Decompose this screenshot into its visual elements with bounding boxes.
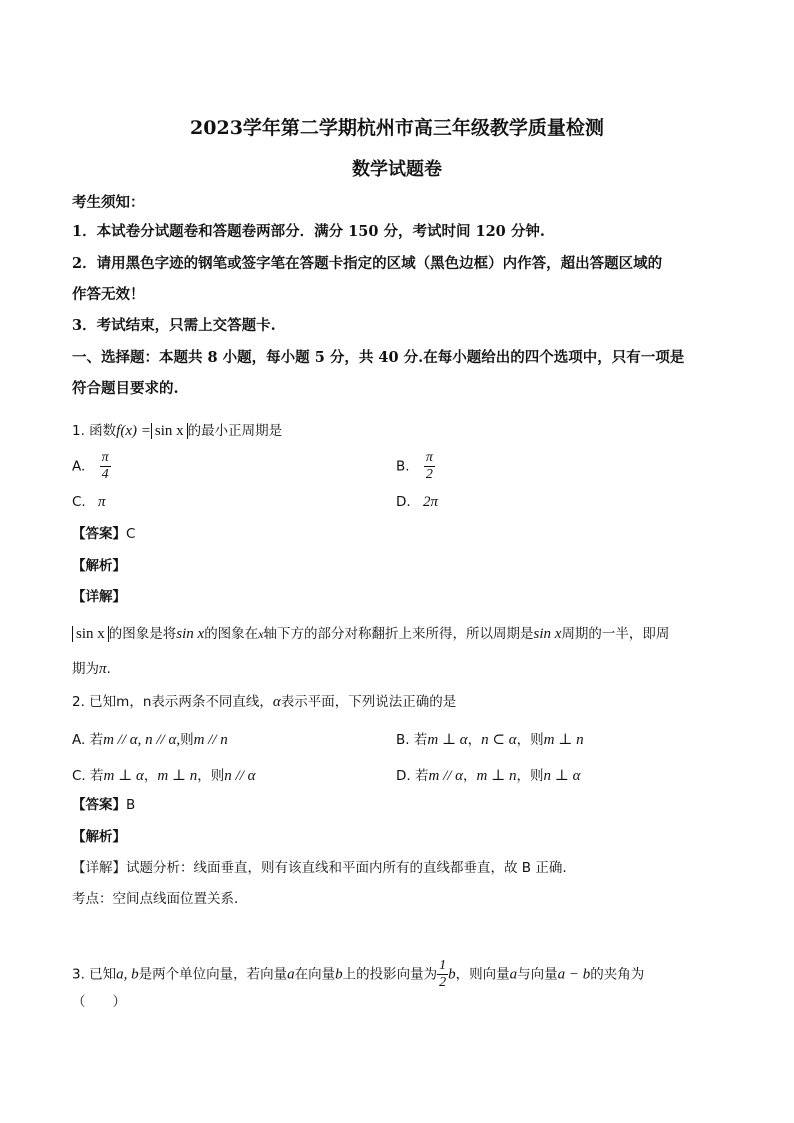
- q1-detail-line-2: [72, 659, 111, 679]
- q1-suffix: 的最小正周期是: [187, 423, 283, 439]
- option-value: π: [98, 494, 106, 510]
- q3-answer-bracket: （ ）: [72, 994, 126, 1010]
- section-heading-cont: 符合题目要求的.: [72, 380, 179, 397]
- stem-text: 上的投影向量为: [342, 966, 438, 983]
- vector-a-minus-b: a − b: [557, 966, 591, 983]
- fraction-numerator: 1: [439, 958, 447, 973]
- answer-value: B: [126, 797, 136, 813]
- q1-analysis-tag: 【解析】: [72, 558, 126, 574]
- option-text: ，则: [516, 768, 544, 784]
- option-math: m ⊥ n: [157, 768, 198, 784]
- option-a-fraction: [100, 450, 111, 483]
- option-label: C. 若: [72, 768, 104, 784]
- stem-text: 2. 已知m，n表示两条不同直线，: [72, 694, 273, 710]
- vectors-ab: a, b: [116, 966, 139, 983]
- notice-item-2-cont: 作答无效！: [72, 286, 145, 303]
- option-label: B. 若: [396, 732, 428, 748]
- page-subtitle: 数学试题卷: [352, 159, 442, 180]
- q1-option-b: [396, 450, 435, 483]
- vector-a: a: [287, 966, 295, 983]
- q1-prefix: 1. 函数: [72, 423, 117, 439]
- detail-abs-sinx: sin x: [72, 626, 109, 642]
- answer-tag: 【答案】: [72, 526, 126, 542]
- detail-sinx: sin x: [176, 626, 205, 642]
- detail-text: .: [106, 661, 111, 677]
- page-title: 2023学年第二学期杭州市高三年级教学质量检测: [190, 117, 604, 139]
- q2-analysis-tag: 【解析】: [72, 829, 126, 845]
- stem-text: 在向量: [294, 966, 336, 983]
- option-label: A.: [72, 458, 86, 475]
- fraction-numerator: π: [425, 450, 433, 465]
- detail-x: x: [258, 627, 264, 641]
- option-math: m ⊥ n: [476, 768, 517, 784]
- stem-text: 的夹角为: [590, 966, 645, 983]
- option-math: m ⊥ n: [543, 732, 584, 748]
- q2-option-d: [396, 764, 580, 785]
- q1-option-a: [72, 450, 111, 483]
- fraction-denominator: 2: [439, 975, 447, 990]
- answer-value: C: [126, 526, 136, 542]
- fraction-numerator: π: [101, 450, 109, 465]
- stem-text: 3. 已知: [72, 966, 117, 983]
- question-1-stem: [72, 421, 282, 441]
- option-math: m // n: [193, 732, 228, 748]
- detail-text: 轴下方的部分对称翻折上来所得，所以周期是: [263, 626, 534, 642]
- vector-b: b: [335, 966, 343, 983]
- q1-answer: [72, 524, 135, 544]
- stem-text: 表示平面，下列说法正确的是: [280, 694, 457, 710]
- stem-text: 与向量: [517, 966, 558, 983]
- q2-kaodian: 考点：空间点线面位置关系．: [72, 891, 248, 907]
- q2-option-a: [72, 728, 228, 749]
- option-text: ，: [467, 732, 482, 748]
- q1-detail-line-1: [72, 624, 669, 644]
- q1-detail-tag: 【详解】: [72, 589, 126, 605]
- detail-text: 的图象在: [204, 626, 259, 642]
- option-math: m ⊥ α: [103, 768, 144, 784]
- detail-text: 的图象是将: [108, 626, 177, 642]
- option-text: ，: [463, 768, 477, 784]
- option-math: m // α, n // α,: [103, 732, 181, 748]
- q1-abs-sinx: sin x: [151, 423, 188, 439]
- q2-option-c: [72, 764, 256, 785]
- option-math: m ⊥ α: [427, 732, 468, 748]
- question-3-stem: [72, 958, 644, 991]
- fraction-denominator: 2: [425, 467, 433, 482]
- q1-option-d: [396, 494, 438, 511]
- question-2-stem: [72, 692, 456, 712]
- alpha-symbol: α: [272, 694, 281, 710]
- option-b-fraction: [424, 450, 435, 483]
- detail-pi: π: [99, 661, 107, 677]
- option-math: m // α: [428, 768, 464, 784]
- option-label: D. 若: [396, 768, 429, 784]
- notice-item-3: 3．考试结束，只需上交答题卡.: [72, 317, 276, 334]
- option-label: C.: [72, 494, 86, 510]
- q2-option-b: [396, 728, 584, 749]
- q1-function: f(x) =: [116, 423, 151, 439]
- option-math: n ⊥ α: [543, 768, 581, 784]
- option-value: 2π: [422, 494, 438, 510]
- stem-text: 是两个单位向量，若向量: [138, 966, 288, 983]
- stem-text: ，则向量: [455, 966, 510, 983]
- option-text: ，则: [197, 768, 225, 784]
- vector-a: a: [509, 966, 518, 983]
- option-text: ，: [143, 768, 158, 784]
- q2-answer: [72, 795, 135, 815]
- projection-fraction: [437, 958, 448, 991]
- detail-text: 周期的一半，即周: [561, 626, 670, 642]
- notice-item-1: 1．本试卷分试题卷和答题卷两部分．满分 150 分，考试时间 120 分钟.: [72, 223, 545, 240]
- detail-sinx: sin x: [533, 626, 562, 642]
- section-heading: 一、选择题：本题共 8 小题，每小题 5 分，共 40 分.在每小题给出的四个选项中，只有一项是: [72, 349, 685, 366]
- option-label: D.: [396, 494, 411, 510]
- option-math: n ⊂ α: [481, 732, 517, 748]
- fraction-denominator: 4: [101, 467, 109, 482]
- notice-heading: 考生须知：: [72, 194, 145, 211]
- option-math: n // α: [224, 768, 256, 784]
- q2-detail: 【详解】试题分析：线面垂直，则有该直线和平面内所有的直线都垂直，故 B 正确.: [72, 860, 567, 876]
- option-label: A. 若: [72, 732, 104, 748]
- vector-b: b: [448, 966, 456, 983]
- option-text: ，则: [516, 732, 544, 748]
- answer-tag: 【答案】: [72, 797, 126, 813]
- option-label: B.: [396, 458, 410, 475]
- option-text: 则: [180, 732, 194, 748]
- q1-option-c: [72, 494, 106, 511]
- detail-text: 期为: [72, 661, 99, 677]
- notice-item-2: 2．请用黑色字迹的钢笔或签字笔在答题卡指定的区域（黑色边框）内作答，超出答题区域的: [72, 255, 663, 272]
